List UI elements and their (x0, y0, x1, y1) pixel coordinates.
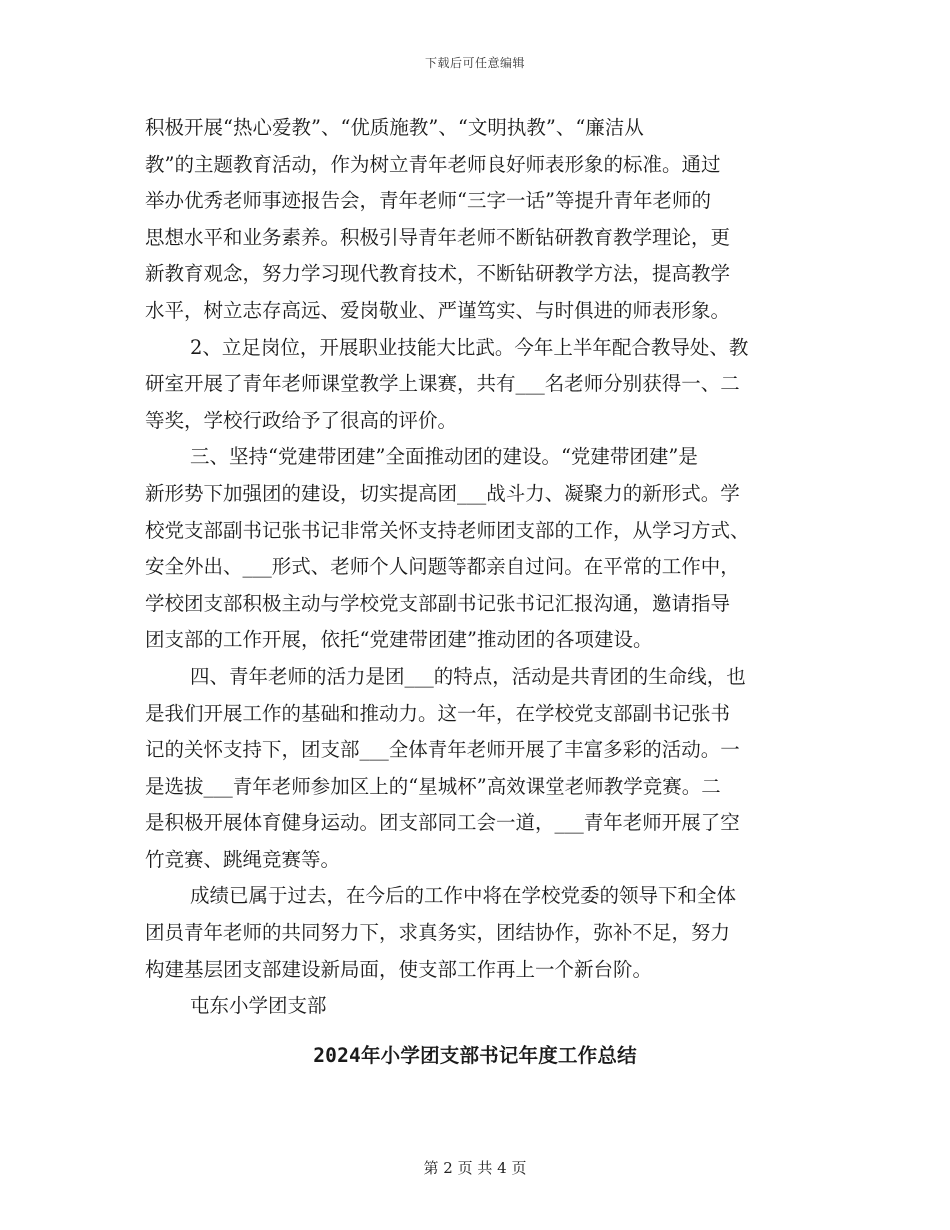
text-line: 四、青年老师的活力是团___的特点，活动是共青团的生命线，也 (190, 664, 746, 688)
text-line: 团支部的工作开展，依托“党建带团建”推动团的各项建设。 (145, 628, 653, 652)
text-line: 新教育观念，努力学习现代教育技术，不断钻研教学方法，提高教学 (145, 262, 731, 286)
paragraph-4 (145, 659, 805, 879)
text-line: 积极开展“热心爱教”、“优质施教”、“文明执教”、“廉洁从 (145, 116, 644, 139)
text-line: 是积极开展体育健身运动。团支部同工会一道，___青年老师开展了空 (145, 811, 740, 835)
text-line: 记的关怀支持下，团支部___全体青年老师开展了丰富多彩的活动。一 (145, 738, 740, 762)
paragraph-2 (145, 330, 805, 440)
document-title: 2024年小学团支部书记年度工作总结 (313, 1044, 637, 1067)
text-line: 成绩已属于过去，在今后的工作中将在学校党委的领导下和全体 (190, 884, 737, 908)
page-footer: 第 2 页 共 4 页 (423, 1159, 527, 1177)
text-line: 研室开展了青年老师课堂教学上课赛，共有___名老师分别获得一、二 (145, 372, 740, 396)
document-body (145, 110, 805, 1025)
text-line: 校党支部副书记张书记非常关怀支持老师团支部的工作，从学习方式、 (145, 518, 750, 542)
text-line: 是我们开展工作的基础和推动力。这一年，在学校党支部副书记张书 (145, 701, 731, 725)
text-line: 安全外出、___形式、老师个人问题等都亲自过问。在平常的工作中， (145, 555, 740, 579)
signature (145, 988, 805, 1025)
text-line: 水平，树立志存高远、爱岗敬业、严谨笃实、与时俱进的师表形象。 (145, 298, 731, 322)
text-line: 2、立足岗位，开展职业技能大比武。今年上半年配合教导处、教 (190, 335, 749, 359)
page-header: 下载后可任意编辑 (424, 56, 525, 70)
paragraph-5 (145, 878, 805, 988)
text-line: 思想水平和业务素养。积极引导青年老师不断钻研教育教学理论，更 (145, 225, 731, 249)
text-line: 是选拔___青年老师参加区上的“星城杯”高效课堂老师教学竞赛。二 (145, 774, 721, 798)
paragraph-3 (145, 439, 805, 659)
text-line: 学校团支部积极主动与学校党支部副书记张书记汇报沟通，邀请指导 (145, 591, 731, 615)
text-line: 举办优秀老师事迹报告会，青年老师“三字一话”等提升青年老师的 (145, 189, 711, 213)
text-line: 教”的主题教育活动，作为树立青年老师良好师表形象的标准。通过 (145, 152, 721, 176)
text-line: 团员青年老师的共同努力下，求真务实，团结协作，弥补不足，努力 (145, 921, 731, 945)
text-line: 三、坚持“党建带团建”全面推动团的建设。“党建带团建”是 (190, 445, 698, 469)
paragraph-1 (145, 110, 805, 330)
text-line: 等奖，学校行政给予了很高的评价。 (145, 408, 458, 432)
text-line: 竹竞赛、跳绳竞赛等。 (145, 847, 341, 871)
text-line: 构建基层团支部建设新局面，使支部工作再上一个新台阶。 (145, 957, 653, 981)
text-line: 新形势下加强团的建设，切实提高团___战斗力、凝聚力的新形式。学 (145, 481, 740, 505)
signature-text: 屯东小学团支部 (190, 994, 327, 1018)
